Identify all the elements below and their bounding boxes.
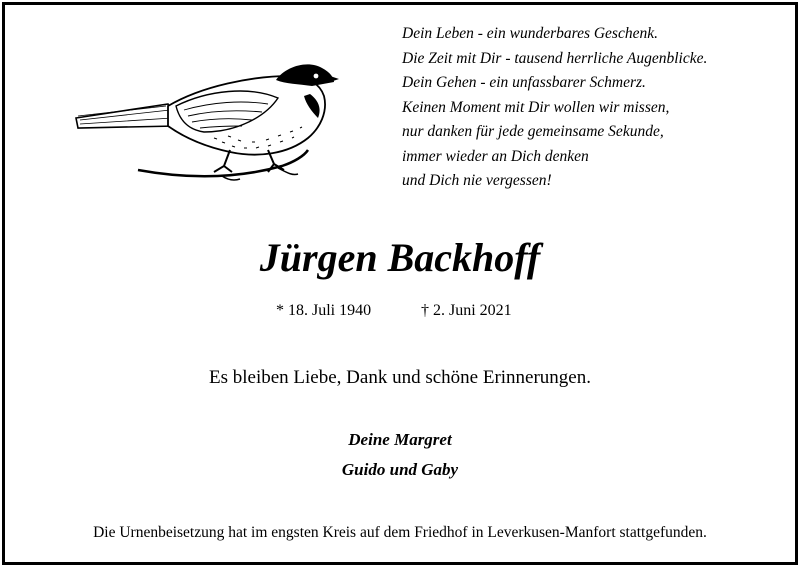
poem-line: Keinen Moment mit Dir wollen wir missen,	[402, 98, 670, 116]
burial-notice: Die Urnenbeisetzung hat im engsten Kreis auf dem Friedhof in Leverkusen-Manfort stattgefunden.	[93, 524, 707, 541]
poem	[402, 22, 707, 194]
signature-line: Guido und Gaby	[341, 460, 459, 479]
poem-line: und Dich nie vergessen!	[402, 172, 552, 189]
poem-line: Dein Gehen - ein unfassbarer Schmerz.	[402, 74, 646, 91]
remembrance-line: Es bleiben Liebe, Dank und schöne Erinnerungen.	[209, 367, 591, 388]
poem-line: immer wieder an Dich denken	[402, 147, 589, 165]
poem-line: Dein Leben - ein wunderbares Geschenk.	[402, 25, 658, 42]
poem-line: Die Zeit mit Dir - tausend herrliche Augenblicke.	[402, 49, 708, 67]
birth-date: * 18. Juli 1940	[276, 302, 372, 319]
bird-on-branch-icon	[72, 50, 340, 186]
deceased-name: Jürgen Backhoff	[259, 235, 541, 280]
death-date: † 2. Juni 2021	[421, 302, 512, 319]
poem-line: nur danken für jede gemeinsame Sekunde,	[402, 123, 664, 140]
signature-line: Deine Margret	[348, 430, 452, 449]
